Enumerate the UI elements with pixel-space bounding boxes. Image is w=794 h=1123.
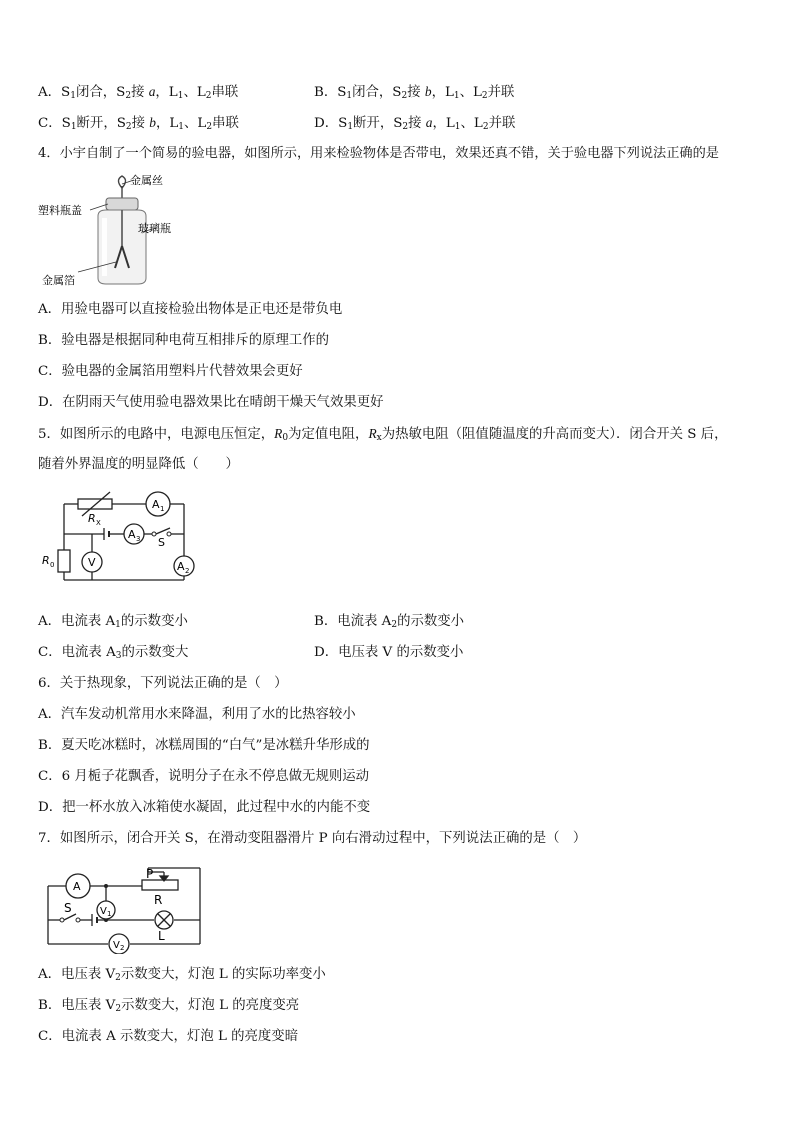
q3-option-d: D．$S_1$断开，$S_2$接 a，$L_1$、$L_2$并联: [314, 115, 516, 132]
ammeter-a: [66, 874, 90, 898]
svg-text:V: V: [88, 556, 96, 569]
svg-text:1: 1: [160, 505, 165, 513]
q7-stem: 7．如图所示，闭合开关 S，在滑动变阻器滑片 P 向右滑动过程中，下列说法正确的是（ ）: [38, 831, 587, 846]
svg-text:X: X: [96, 519, 101, 527]
ammeter-a1: [146, 492, 170, 516]
label-glass-bottle: 玻璃瓶: [138, 222, 171, 235]
q6-option-b: B．夏天吃冰糕时，冰糕周围的“白气”是冰糕升华形成的: [38, 738, 370, 753]
svg-text:A: A: [152, 498, 160, 511]
label-r0: [42, 554, 54, 569]
circuit-figure-q7: [38, 864, 213, 954]
label-metal-foil: 金属箔: [42, 274, 75, 287]
svg-text:A: A: [73, 880, 81, 893]
q5-option-a: A．电流表 $A_1$的示数变小: [38, 614, 188, 630]
svg-text:R: R: [88, 512, 96, 525]
voltmeter-v1: [97, 901, 115, 919]
q7-option-c: C．电流表 A 示数变大，灯泡 L 的亮度变暗: [38, 1029, 299, 1044]
ammeter-a3: [124, 524, 144, 544]
svg-text:1: 1: [107, 910, 112, 918]
q6-option-d: D．把一杯水放入冰箱使水凝固，此过程中水的内能不变: [38, 800, 371, 815]
q5-stem-line1: 5．如图所示的电路中，电源电压恒定，$R_0$为定值电阻，$R_x$为热敏电阻（阻值随温度的升高而变大）．闭合开关 S 后，: [38, 426, 728, 443]
ammeter-a2: [174, 556, 194, 576]
svg-text:R: R: [42, 554, 50, 567]
electroscope-figure: [38, 170, 188, 290]
label-plastic-cap: 塑料瓶盖: [38, 204, 82, 217]
svg-text:V: V: [113, 940, 120, 951]
q4-stem: 4．小宇自制了一个简易的验电器，如图所示，用来检验物体是否带电，效果还真不错，关于验电器下列说法正确的是: [38, 146, 719, 161]
q3-option-a: A．$S_1$闭合，$S_2$接 a，$L_1$、$L_2$串联: [38, 84, 239, 101]
voltmeter-v: [82, 552, 102, 572]
svg-text:0: 0: [50, 561, 55, 569]
q6-option-c: C．6 月栀子花飘香，说明分子在永不停息做无规则运动: [38, 769, 370, 784]
svg-text:A: A: [177, 560, 185, 573]
q3-option-b: B．$S_1$闭合，$S_2$接 b，$L_1$、$L_2$并联: [314, 84, 515, 101]
q5-option-d: D．电压表 V 的示数变小: [314, 645, 464, 660]
lamp-l: [155, 911, 173, 929]
label-metal-wire: 金属丝: [130, 174, 163, 187]
q4-option-c: C．验电器的金属箔用塑料片代替效果会更好: [38, 364, 303, 379]
slider-label-p: P: [146, 867, 154, 881]
lamp-label-l: L: [158, 929, 165, 943]
q4-option-d: D．在阴雨天气使用验电器效果比在晴朗干燥天气效果更好: [38, 395, 384, 410]
svg-text:3: 3: [136, 535, 141, 543]
rheostat-label-r: R: [154, 893, 163, 907]
switch-label-s: S: [64, 901, 72, 915]
q7-option-a: A．电压表 $V_2$示数变大，灯泡 L 的实际功率变小: [38, 967, 326, 983]
svg-text:2: 2: [120, 944, 125, 952]
svg-text:V: V: [100, 906, 107, 917]
voltmeter-v2: [109, 934, 129, 954]
svg-text:2: 2: [185, 567, 190, 575]
circuit-figure-q5: [38, 488, 203, 588]
svg-text:A: A: [128, 528, 136, 541]
q4-option-a: A．用验电器可以直接检验出物体是正电还是带负电: [38, 302, 343, 317]
q5-stem-line2: 随着外界温度的明显降低（ ）: [38, 457, 239, 472]
q3-option-c: C．$S_1$断开，$S_2$接 b，$L_1$、$L_2$串联: [38, 115, 239, 132]
label-rx: [88, 512, 101, 527]
q5-option-b: B．电流表 $A_2$的示数变小: [314, 614, 465, 630]
q6-option-a: A．汽车发动机常用水来降温，利用了水的比热容较小: [38, 707, 356, 722]
q5-option-c: C．电流表 $A_3$的示数变大: [38, 645, 189, 661]
q7-option-b: B．电压表 $V_2$示数变大，灯泡 L 的亮度变亮: [38, 998, 300, 1014]
plastic-cap: [106, 198, 138, 210]
q6-stem: 6．关于热现象，下列说法正确的是（ ）: [38, 676, 288, 691]
q4-option-b: B．验电器是根据同种电荷互相排斥的原理工作的: [38, 333, 330, 348]
switch-label-s: S: [158, 536, 165, 549]
